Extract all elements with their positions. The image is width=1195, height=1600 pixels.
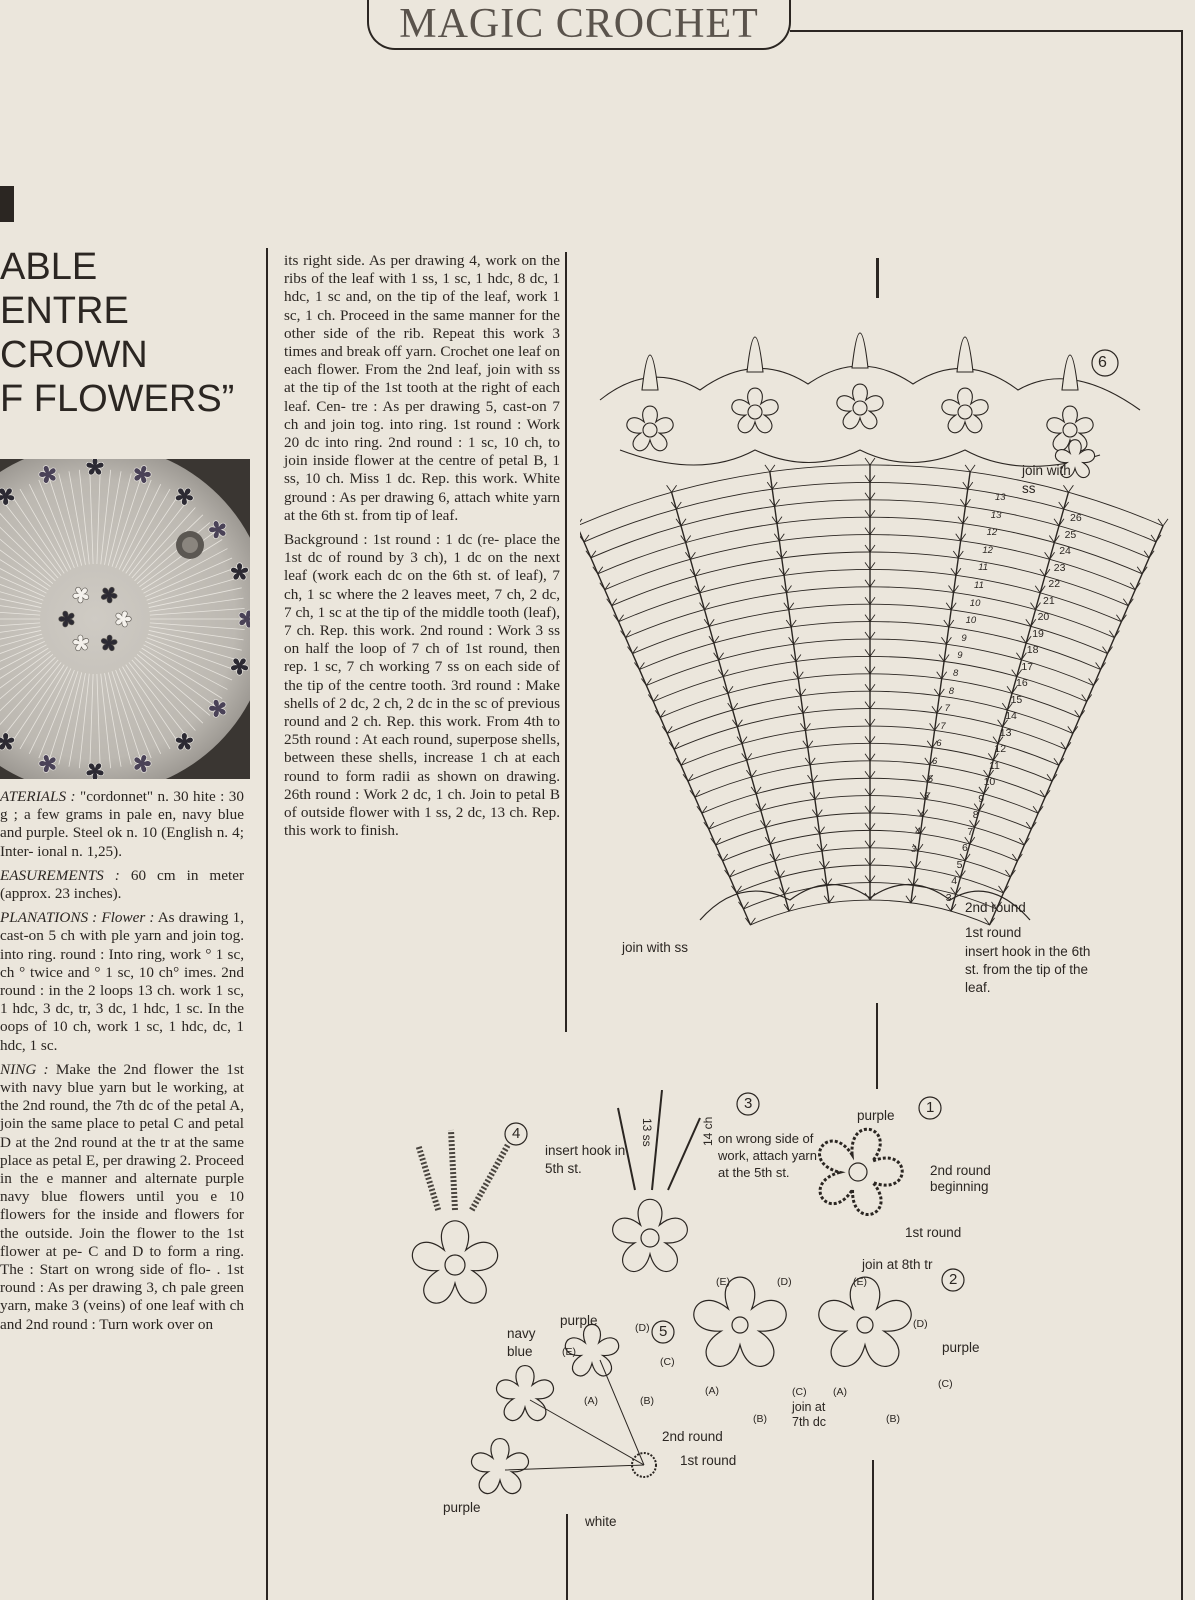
diagram-6 [580,300,1180,1000]
article-title-line-4: F FLOWERS” [0,378,235,420]
round-number-label: 5 [956,858,963,871]
article-title-line-3: CROWN [0,334,148,376]
round-number-label: 9 [978,792,985,805]
measurements-label: EASUREMENTS : [0,866,120,884]
diagram-6-second-round-label: 2nd round [965,900,1026,915]
inner-round-number: 11 [978,562,989,574]
round-number-label: 16 [1016,677,1028,689]
diagram-1-first-round-label: 1st round [905,1225,962,1240]
diagram-5-purple-top-label: purple [560,1313,598,1328]
round-number-label: 12 [994,743,1007,755]
round-number-label: 4 [951,875,958,887]
diagram-6-number: 6 [1098,354,1107,371]
frame-right-rule [1181,30,1183,1600]
diagram-5-number: 5 [659,1323,668,1340]
diagram-5-white-label: white [585,1514,617,1529]
diagram-2-petal-letter: (E) [716,1276,730,1288]
inner-round-number: 10 [965,615,977,627]
diagram-6-drawing [580,300,1180,1000]
diagram-4-note: insert hook in 5th st. [545,1143,626,1176]
round-number-label: 23 [1053,561,1066,574]
round-number-label: 10 [983,776,996,788]
diagram-5-petal-letter: (A) [584,1395,598,1407]
column-divider-left [266,248,268,1600]
leaf-and-centre-instructions: its right side. As per drawing 4, work on the ribs of the leaf with 1 ss, 1 sc, 1 hdc, 8 dc, 1 hdc, 1 sc and, on the tip of the leaf, work 1 sc, 1 ch. Proceed in the same manner for the other side of the rib. Repeat this work 3 times and break off yarn. Crochet one leaf on each flower. From the 2nd leaf, join with ss at the tip of the 1st tooth at the right of each leaf. Cen- tre : As per drawing 5, cast-on 7 ch and join tog. into ring. 1st round : Work 20 dc into ring. 2nd round : 1 sc, 10 ch, to join inside flower at the centre of petal B, 1 ss, 10 ch. Miss 1 dc. Rep. this work. White ground : As per drawing 6, attach white yarn at the 6th st. from tip of leaf. [284,252,560,524]
diagram-4-number: 4 [512,1125,521,1142]
round-number-label: 14 [1005,710,1017,722]
diagram-1-second-round-label: 2nd round beginning [930,1163,991,1194]
diagram-5-petal-letter: (E) [562,1346,576,1358]
round-number-label: 17 [1021,660,1034,673]
inner-round-number: 4 [915,826,921,838]
round-number-label: 7 [967,825,974,838]
diagram-tick-top [876,258,879,298]
inner-round-number: 4 [919,808,925,820]
inner-round-number: 10 [969,597,981,609]
diagram-2-petal-letter: (D) [913,1318,928,1330]
diagram-2-petal-letter: (E) [853,1276,867,1288]
diagram-2-purple-label: purple [942,1340,980,1355]
diagram-tick-mid [876,1003,878,1089]
magazine-title: MAGIC CROCHET [399,1,759,47]
diagram-2-join-8th-label: join at 8th tr [862,1257,933,1272]
diagram-3-ss-label: 13 ss [640,1118,654,1147]
measurements-text: 60 cm in meter (approx. 23 inches). [0,866,244,903]
finished-piece-photo [0,459,250,779]
background-instructions: Background : 1st round : 1 dc (re- place the 1st dc of round by 3 ch), 1 dc on the next leaf (work each dc on the 6th st. of leaf), 7 ch, 1 sc where the 2 leaves meet, 7 ch, 2 dc, 7 ch, 1 sc at the tip of the middle tooth (leaf), 7 ch. Rep. this work. 2nd round : Work 3 ss on half the loop of 7 ch of 1st round, then rep. 1 sc, 7 ch working 7 ss on each side of the tip of the centre tooth. 3rd round : Make shells of 2 dc, 2 ch, 2 dc in the sc of previous round and 2 ch. Rep. this work. From 4th to 25th round : At each round, superpose shells, between these shells, increase 1 ch at each round to form radii as shown on drawing. 26th round : Work 2 dc, 1 ch. Join to petal B of outside flower with 1 ss, 2 dc, 13 ch. Rep. this work to finish. [284,531,560,840]
diagram-2-petal-letter: (B) [886,1413,900,1425]
inner-round-number: 7 [944,703,950,715]
inner-round-number: 6 [932,756,938,767]
diagram-2-petal-letter: (C) [792,1386,807,1398]
diagram-5-navy-blue-label: navy blue [507,1326,536,1359]
inner-round-number: 8 [948,685,955,697]
diagram-5-petal-letter: (C) [660,1356,675,1368]
left-text-column [0,788,244,1334]
round-number-label: 6 [962,842,968,854]
magazine-header [367,0,791,50]
round-number-label: 13 [999,726,1012,739]
diagram-6-join-label-bottom: join with ss [622,940,689,955]
explanations-text: As drawing 1, cast-on 5 ch with ple yarn and join tog. into ring. round : Into ring, work ° 1 sc, ch ° twice and ° 1 sc, 10 ch° imes. 2nd round : in the 2 loops 13 ch. work 1 sc, 1 hdc, 3 dc, tr, 3 dc, 1 hdc, 1 sc. In the oops of 10 ch, work 1 sc, 1 hdc, dc, 1 hdc, 1 sc. [0,909,245,1054]
diagram-1-number: 1 [926,1099,935,1116]
diagram-2-petal-letter: (A) [705,1385,719,1397]
round-number-label: 19 [1032,627,1044,640]
diagram-6-join-label-top: join with ss [1022,463,1071,496]
round-number-label: 26 [1070,512,1082,524]
diagram-2-petal-letter: (A) [833,1386,847,1398]
frame-top-rule [790,30,1183,32]
diagram-5-purple-bottom-label: purple [443,1500,481,1515]
inner-round-number: 5 [923,791,929,803]
diagram-5-first-round-label: 1st round [680,1453,737,1468]
diagram-5-petal-letter: (B) [640,1395,654,1407]
column-divider-middle [565,252,567,1032]
round-number-label: 25 [1064,528,1077,541]
materials-text: "cordonnet" n. 30 hite : 30 g ; a few grams in pale en, navy blue and purple. Steel ok n. 10 (English n. 4; Inter- ional n. 1,25). [0,788,244,860]
joining-text: Make the 2nd flower the 1st with navy blue yarn but le working, at the 2nd round, the 7th dc of the petal A, join the same place to petal C and petal D at the 2nd round at the tr at the same place as petal E, per drawing 2. Proceed in the e manner and alternate purple navy blue flowers until you e 10 flowers for the inside and flowers for the outside. Join the flower to the 1st flower at pe- C and D to form a ring. The : Start on wrong side of flo- . 1st round : As per drawing 3, ch pale green yarn, make 3 (veins) of one leaf with ch and 2nd round : Turn work over on [0,1060,244,1333]
joining-label: NING : [0,1060,49,1078]
inner-round-number: 9 [957,650,963,662]
round-number-label: 15 [1010,693,1023,706]
diagram-3-note: on wrong side of work, attach yarn at the 5th st. [718,1131,817,1180]
round-number-label: 11 [989,759,1000,772]
diagram-3-ch-label: 14 ch [701,1116,715,1146]
inner-round-number: 11 [974,580,984,591]
diagram-2-petal-letter: (D) [777,1276,792,1288]
diagram-5-flower-bottom [472,1439,529,1494]
diagram-5-second-round-label: 2nd round [662,1429,723,1444]
materials-label: ATERIALS : [0,788,76,805]
diagram-5-petal-letter: (D) [635,1322,650,1334]
inner-round-number: 9 [961,632,967,644]
round-number-label: 18 [1026,644,1039,656]
inner-round-number: 12 [982,544,993,556]
inner-round-number: 12 [986,527,998,539]
diagram-1-purple-label: purple [857,1108,895,1123]
doily-photo-illustration [0,459,250,779]
article-title-line-2: ENTRE [0,290,129,332]
round-number-label: 22 [1048,578,1061,590]
diagram-2-petal-letter: (C) [938,1378,953,1390]
diagram-5-flower-mid [497,1366,554,1421]
inner-round-number: 3 [911,844,917,855]
inner-round-number: 7 [940,720,946,732]
inner-round-number: 8 [953,668,959,679]
section-marker [0,186,14,222]
diagram-6-first-round-label: 1st round [965,925,1022,940]
inner-round-number: 13 [995,492,1006,503]
diagram-6-insert-label: insert hook in the 6th st. from the tip of the leaf. [965,944,1091,995]
round-number-label: 20 [1037,611,1050,623]
round-number-label: 24 [1059,545,1071,557]
article-title-line-1: ABLE [0,246,98,288]
diagram-2-petal-letter: (B) [753,1413,767,1425]
inner-round-number: 6 [936,738,942,750]
inner-round-number: 13 [990,509,1002,521]
round-number-label: 21 [1043,594,1055,607]
diagram-3-number: 3 [744,1095,753,1112]
inner-round-number: 5 [927,773,934,785]
explanations-label: PLANATIONS : Flower : [0,909,155,927]
round-number-label: 8 [972,809,979,821]
diagram-2-number: 2 [949,1271,958,1288]
diagram-2-join-7th-label: join at 7th dc [792,1400,827,1429]
round-number-label: 3 [945,891,952,904]
middle-text-column [284,252,560,841]
